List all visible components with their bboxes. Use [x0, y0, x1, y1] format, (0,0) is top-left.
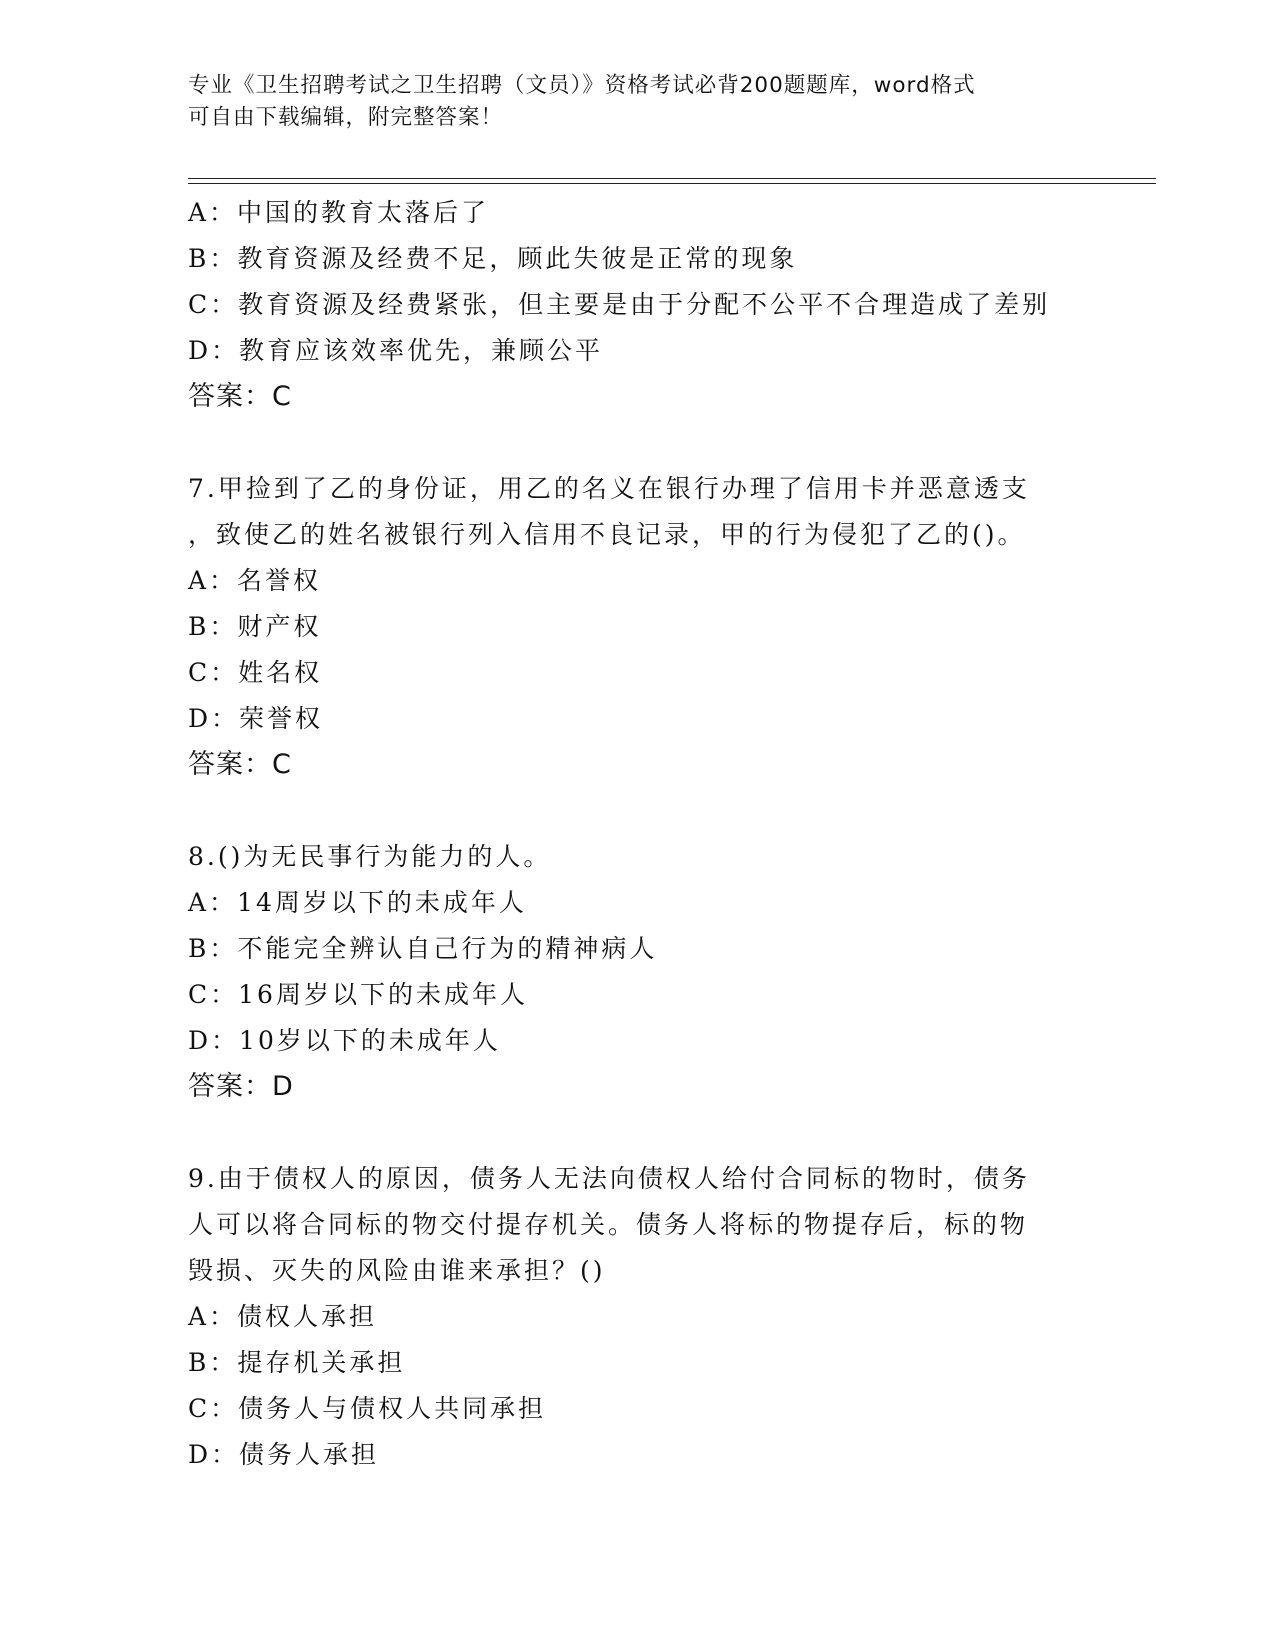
question-text-line: 7.甲捡到了乙的身份证，用乙的名义在银行办理了信用卡并恶意透支 [188, 474, 1030, 503]
question-block-6 [188, 190, 1088, 420]
header-divider-top [188, 178, 1156, 179]
option-c: C：债务人与债权人共同承担 [188, 1394, 547, 1423]
question-list [188, 190, 1088, 1478]
spacer [188, 788, 1088, 834]
question-text-line: 9.由于债权人的原因，债务人无法向债权人给付合同标的物时，债务 [188, 1164, 1030, 1193]
question-text-line: 人可以将合同标的物交付提存机关。债务人将标的物提存后，标的物 [188, 1210, 1029, 1239]
answer: 答案：C [188, 749, 292, 780]
option-c: C：姓名权 [188, 658, 323, 687]
document-header [188, 70, 1088, 134]
header-divider-bottom [188, 183, 1156, 184]
header-line-1: 专业《卫生招聘考试之卫生招聘（文员）》资格考试必背200题题库，word格式 [188, 73, 976, 98]
option-b: B：提存机关承担 [188, 1348, 406, 1377]
option-a: A：债权人承担 [188, 1302, 378, 1331]
option-a: A：中国的教育太落后了 [188, 198, 490, 227]
answer: 答案：D [188, 1071, 294, 1102]
question-text-line: 毁损、灭失的风险由谁来承担？() [188, 1256, 606, 1285]
option-a: A：14周岁以下的未成年人 [188, 888, 527, 917]
option-c: C：16周岁以下的未成年人 [188, 980, 528, 1009]
spacer [188, 420, 1088, 466]
option-d: D：荣誉权 [188, 704, 324, 733]
option-b: B：不能完全辨认自己行为的精神病人 [188, 934, 658, 963]
option-a: A：名誉权 [188, 566, 322, 595]
option-d: D：教育应该效率优先，兼顾公平 [188, 336, 604, 365]
option-d: D：10岁以下的未成年人 [188, 1026, 501, 1055]
question-block-8 [188, 834, 1088, 1110]
question-text-line: ，致使乙的姓名被银行列入信用不良记录，甲的行为侵犯了乙的()。 [188, 520, 1026, 549]
spacer [188, 1110, 1088, 1156]
question-text-line: 8.()为无民事行为能力的人。 [188, 842, 552, 871]
answer: 答案：C [188, 381, 292, 412]
option-c: C：教育资源及经费紧张，但主要是由于分配不公平不合理造成了差别 [188, 290, 1051, 319]
option-b: B：财产权 [188, 612, 322, 641]
header-line-2: 可自由下载编辑，附完整答案！ [188, 105, 504, 130]
option-d: D：债务人承担 [188, 1440, 380, 1469]
question-block-9 [188, 1156, 1088, 1478]
option-b: B：教育资源及经费不足，顾此失彼是正常的现象 [188, 244, 798, 273]
question-block-7 [188, 466, 1088, 788]
